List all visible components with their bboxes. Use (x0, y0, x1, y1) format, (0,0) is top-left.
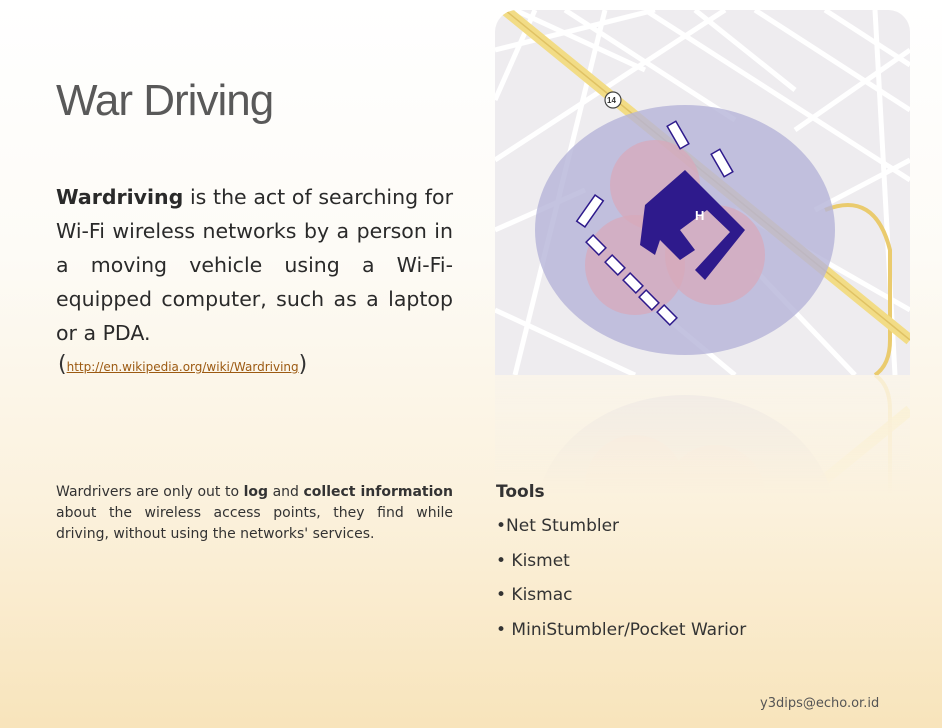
map-reflection (495, 375, 910, 495)
building-label: H (695, 208, 705, 223)
highway-label: 14 (607, 96, 616, 105)
source-close-paren: ) (298, 352, 308, 377)
source-link[interactable]: http://en.wikipedia.org/wiki/Wardriving (66, 360, 299, 374)
source-citation (58, 352, 307, 377)
wardriving-map (495, 10, 910, 375)
desc-part-1: Wardrivers are only out to (56, 484, 244, 500)
desc-part-2: and (268, 484, 304, 500)
highway-shield (605, 92, 621, 108)
intro-text: is the act of searching for Wi-Fi wireless networks by a person in a moving vehicle using a Wi-Fi-equipped computer, such as a laptop or a PDA. (56, 185, 453, 345)
reflection-graphic (495, 375, 910, 495)
tools-list (496, 479, 746, 651)
tool-item: •Net Stumbler (496, 516, 620, 536)
tools-heading: Tools (496, 482, 545, 502)
map-graphic (495, 10, 910, 375)
source-open-paren: ( (58, 352, 67, 377)
desc-log: log (243, 484, 269, 500)
desc-part-3: about the wireless access points, they find while driving, without using the networks' services. (56, 505, 453, 542)
slide-title: War Driving (56, 76, 274, 125)
tool-item: • Kismet (496, 550, 570, 571)
footer-email: y3dips@echo.or.id (760, 696, 880, 711)
intro-term: Wardriving (56, 185, 184, 209)
description-paragraph (56, 482, 453, 545)
intro-paragraph (56, 180, 453, 350)
desc-collect: collect information (303, 484, 453, 500)
tool-item: • Kismac (496, 585, 573, 605)
tool-item: • MiniStumbler/Pocket Warior (496, 619, 747, 640)
